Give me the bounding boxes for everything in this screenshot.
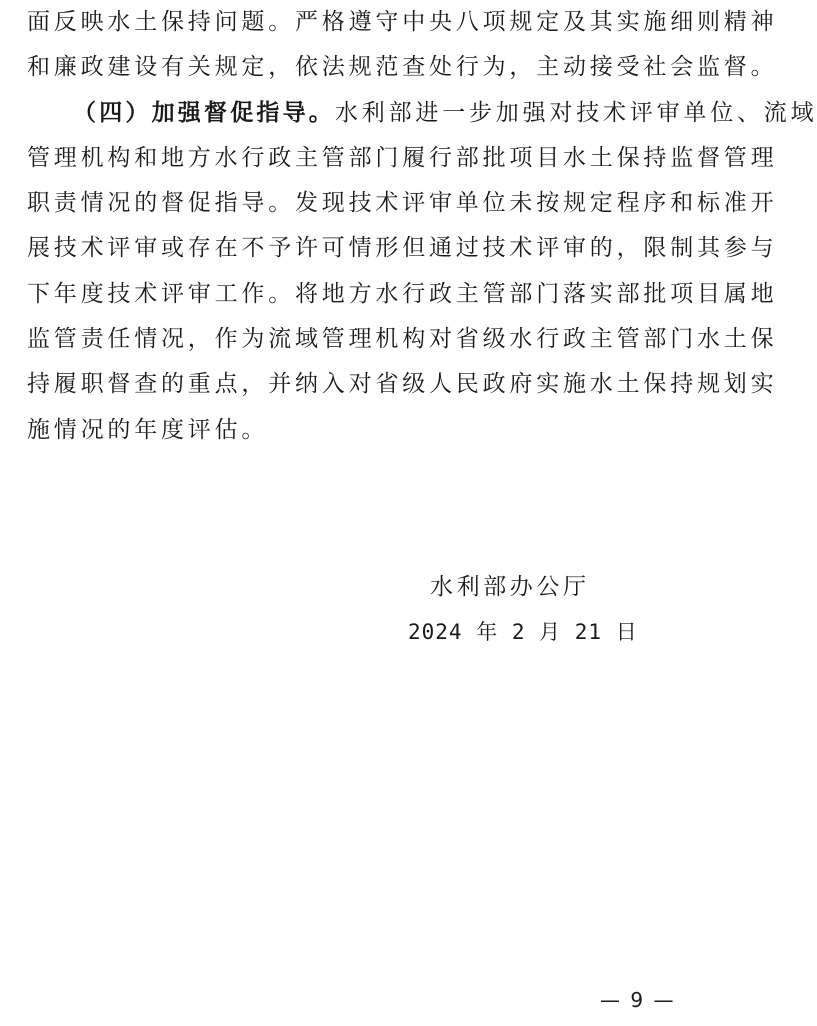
text-line: 面反映水土保持问题。严格遵守中央八项规定及其实施细则精神 [27,9,778,35]
section-4-heading: （四）加强督促指导。 [73,99,335,126]
text-line: 监管责任情况，作为流域管理机构对省级水行政主管部门水土保 [27,326,778,353]
page-number: — 9 — [600,988,676,1012]
text-line: 管理机构和地方水行政主管部门履行部批项目水土保持监督管理 [27,144,778,171]
issuing-organization: 水利部办公厅 [430,574,590,600]
text-line: 施情况的年度评估。 [27,416,269,443]
issue-date: 2024 年 2 月 21 日 [408,620,638,644]
text-line: 持履职督查的重点，并纳入对省级人民政府实施水土保持规划实 [27,371,778,398]
text-line: 下年度技术评审工作。将地方水行政主管部门落实部批项目属地 [27,280,778,307]
text-line: 和廉政建设有关规定，依法规范查处行为，主动接受社会监督。 [27,54,778,81]
document-body [27,0,817,453]
section-4-first-line [27,91,817,136]
text-line: 职责情况的督促指导。发现技术评审单位未按规定程序和标准开 [27,190,778,217]
text-line: 展技术评审或存在不予许可情形但通过技术评审的，限制其参与 [27,235,778,262]
section-4-lead-text: 水利部进一步加强对技术评审单位、流域 [335,99,817,126]
